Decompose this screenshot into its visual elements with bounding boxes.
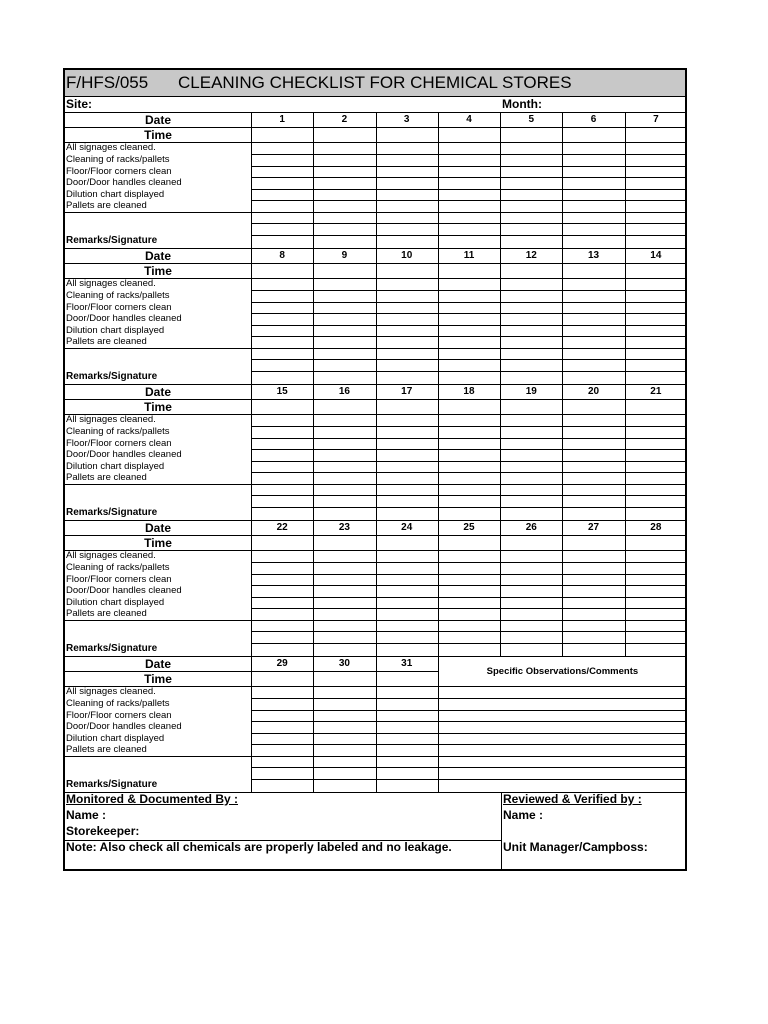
time-label: Time — [144, 127, 172, 142]
grid-line — [251, 223, 687, 224]
remarks-signature-label: Remarks/Signature — [66, 235, 158, 246]
grid-line — [251, 507, 687, 508]
date-label: Date — [144, 248, 171, 263]
checklist-item: Floor/Floor corners clean — [66, 573, 172, 585]
grid-line — [562, 112, 563, 248]
monitored-by-label: Monitored & Documented By : — [66, 792, 239, 806]
checklist-sheet — [63, 68, 687, 871]
checklist-item: Dilution chart displayed — [66, 732, 165, 744]
checklist-item: Cleaning of racks/pallets — [66, 426, 170, 437]
checklist-item: Pallets are cleaned — [66, 336, 147, 347]
day-number: 16 — [338, 386, 350, 397]
checklist-item: Floor/Floor corners clean — [66, 301, 172, 313]
time-label: Time — [144, 535, 172, 550]
grid-line — [251, 302, 687, 303]
title-bar — [65, 70, 685, 97]
day-number: 20 — [588, 386, 600, 397]
observations-header: Specific Observations/Comments — [486, 665, 639, 677]
day-number: 11 — [463, 250, 475, 261]
day-number: 22 — [276, 522, 288, 533]
date-label: Date — [144, 384, 171, 399]
grid-line — [376, 384, 377, 520]
checklist-item: Floor/Floor corners clean — [66, 709, 172, 721]
grid-line — [251, 520, 252, 656]
checklist-item: Floor/Floor corners clean — [66, 437, 172, 449]
grid-line — [500, 112, 501, 248]
grid-line — [500, 248, 501, 384]
grid-line — [500, 384, 501, 520]
page-title: CLEANING CHECKLIST FOR CHEMICAL STORES — [178, 73, 572, 92]
reviewed-by-label: Reviewed & Verified by : — [503, 792, 642, 806]
grid-line — [251, 461, 687, 462]
day-number: 29 — [276, 658, 288, 669]
checklist-item: Cleaning of racks/pallets — [66, 698, 170, 709]
grid-line — [376, 656, 377, 792]
grid-line — [251, 721, 687, 722]
day-number: 24 — [401, 522, 413, 533]
grid-line — [251, 643, 687, 644]
grid-line — [251, 248, 252, 384]
grid-line — [438, 112, 439, 248]
footer-divider — [501, 792, 502, 871]
checklist-item: Door/Door handles cleaned — [66, 449, 182, 460]
checklist-item: Pallets are cleaned — [66, 744, 147, 755]
grid-line — [251, 608, 687, 609]
grid-line — [313, 520, 314, 656]
grid-line — [251, 631, 687, 632]
day-number: 23 — [338, 522, 350, 533]
checklist-item: Cleaning of racks/pallets — [66, 154, 170, 165]
remarks-signature-label: Remarks/Signature — [66, 371, 158, 382]
grid-line — [438, 686, 687, 687]
day-number: 4 — [466, 114, 472, 125]
day-number: 21 — [650, 386, 662, 397]
day-number: 14 — [650, 250, 662, 261]
footer-note: Note: Also check all chemicals are properly labeled and no leakage. — [66, 840, 452, 854]
grid-line — [562, 520, 563, 656]
grid-line — [313, 112, 314, 248]
grid-line — [313, 384, 314, 520]
remarks-signature-label: Remarks/Signature — [66, 643, 158, 654]
day-number: 8 — [279, 250, 285, 261]
day-number: 5 — [528, 114, 535, 125]
grid-line — [251, 154, 687, 155]
remarks-signature-label: Remarks/Signature — [66, 507, 158, 518]
unit-manager-label: Unit Manager/Campboss: — [503, 840, 648, 854]
grid-line — [251, 438, 687, 439]
grid-line — [251, 597, 687, 598]
day-number: 17 — [401, 386, 413, 397]
day-number: 2 — [341, 114, 348, 125]
checklist-item: Dilution chart displayed — [66, 460, 165, 472]
name-right-label: Name : — [503, 808, 544, 822]
day-number: 27 — [588, 522, 600, 533]
checklist-item: Cleaning of racks/pallets — [66, 290, 170, 301]
grid-line — [251, 112, 252, 248]
grid-line — [251, 359, 687, 360]
day-number: 15 — [276, 386, 288, 397]
grid-line — [625, 520, 626, 656]
site-label: Site: — [66, 97, 93, 111]
grid-line — [376, 520, 377, 656]
grid-line — [562, 248, 563, 384]
grid-line — [251, 200, 687, 201]
grid-line — [251, 710, 687, 711]
date-label: Date — [144, 112, 171, 127]
grid-line — [251, 371, 687, 372]
grid-line — [313, 248, 314, 384]
grid-line — [562, 384, 563, 520]
grid-line — [251, 656, 252, 792]
checklist-item: Floor/Floor corners clean — [66, 165, 172, 177]
checklist-item: Door/Door handles cleaned — [66, 721, 182, 732]
day-number: 13 — [588, 250, 600, 261]
day-number: 10 — [401, 250, 413, 261]
day-number: 1 — [279, 114, 285, 125]
grid-line — [251, 472, 687, 473]
grid-line — [251, 698, 687, 699]
grid-line — [500, 520, 501, 656]
grid-line — [251, 574, 687, 575]
grid-line — [251, 426, 687, 427]
day-number: 7 — [653, 114, 659, 125]
checklist-item: Door/Door handles cleaned — [66, 313, 182, 324]
form-code: F/HFS/055 — [66, 73, 149, 92]
checklist-item: All signages cleaned. — [66, 686, 156, 697]
grid-line — [251, 336, 687, 337]
day-number: 19 — [525, 386, 537, 397]
grid-line — [438, 384, 439, 520]
day-number: 28 — [650, 522, 662, 533]
grid-line — [376, 112, 377, 248]
time-label: Time — [144, 671, 172, 686]
day-number: 30 — [338, 658, 350, 669]
checklist-item: Pallets are cleaned — [66, 472, 147, 483]
grid-line — [313, 656, 314, 792]
grid-line — [438, 248, 439, 384]
grid-line — [251, 235, 687, 236]
checklist-item: Dilution chart displayed — [66, 596, 165, 608]
checklist-item: Door/Door handles cleaned — [66, 177, 182, 188]
grid-line — [251, 177, 687, 178]
day-number: 18 — [463, 386, 475, 397]
grid-line — [251, 585, 687, 586]
remarks-signature-label: Remarks/Signature — [66, 779, 158, 790]
checklist-item: Pallets are cleaned — [66, 608, 147, 619]
grid-line — [251, 189, 687, 190]
grid-line — [251, 449, 687, 450]
checklist-item: All signages cleaned. — [66, 550, 156, 561]
grid-line — [251, 166, 687, 167]
grid-line — [251, 495, 687, 496]
time-label: Time — [144, 263, 172, 278]
grid-line — [438, 520, 439, 656]
grid-line — [251, 313, 687, 314]
grid-line — [376, 248, 377, 384]
day-number: 25 — [463, 522, 475, 533]
grid-line — [251, 744, 687, 745]
day-number: 9 — [341, 250, 348, 261]
day-number: 3 — [403, 114, 410, 125]
checklist-item: All signages cleaned. — [66, 278, 156, 289]
grid-line — [251, 562, 687, 563]
checklist-item: Pallets are cleaned — [66, 200, 147, 211]
checklist-item: All signages cleaned. — [66, 142, 156, 153]
day-number: 6 — [590, 114, 597, 125]
grid-line — [251, 733, 687, 734]
checklist-item: All signages cleaned. — [66, 414, 156, 425]
date-label: Date — [144, 520, 171, 535]
month-label: Month: — [502, 97, 542, 111]
checklist-item: Cleaning of racks/pallets — [66, 562, 170, 573]
grid-line — [625, 384, 626, 520]
checklist-item: Dilution chart displayed — [66, 324, 165, 336]
grid-line — [251, 325, 687, 326]
checklist-item: Dilution chart displayed — [66, 188, 165, 200]
grid-line — [251, 290, 687, 291]
name-left-label: Name : — [66, 808, 107, 822]
day-number: 26 — [525, 522, 537, 533]
checklist-item: Door/Door handles cleaned — [66, 585, 182, 596]
grid-line — [251, 384, 252, 520]
grid-line — [625, 112, 626, 248]
grid-line — [625, 248, 626, 384]
storekeeper-label: Storekeeper: — [66, 824, 140, 838]
day-number: 31 — [401, 658, 413, 669]
day-number: 12 — [525, 250, 537, 261]
grid-line — [251, 767, 687, 768]
time-label: Time — [144, 399, 172, 414]
grid-line — [251, 779, 687, 780]
date-label: Date — [144, 656, 171, 671]
